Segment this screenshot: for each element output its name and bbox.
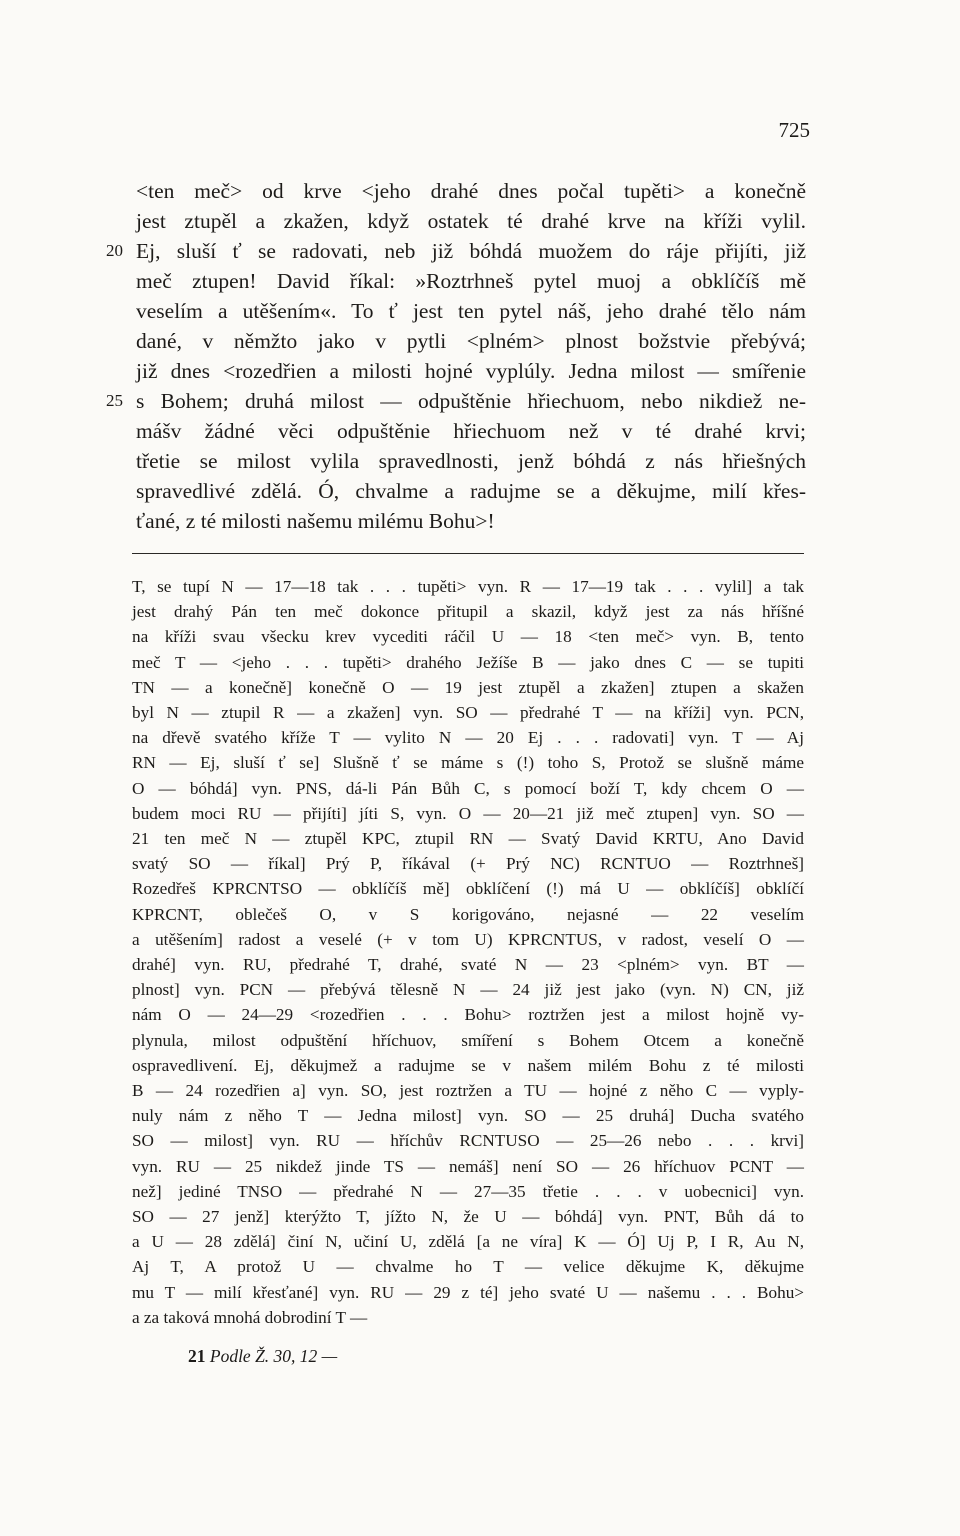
main-text-line: [136, 176, 806, 206]
apparatus-line: T, se tupí N — 17—18 tak . . . tupěti> vyn. R — 17—19 tak . . . vylil] a tak: [132, 577, 804, 596]
apparatus-line: budem moci RU — přijíti] jíti S, vyn. O — 20—21 již meč ztupen] vyn. SO —: [132, 803, 804, 823]
apparatus-line: jest drahý Pán ten meč dokonce přitupil a skazil, když jest za nás hříšné: [132, 602, 804, 622]
apparatus-line: plnost] vyn. PCN — přebývá tělesně N — 24 již jest jako (vyn. N) CN, již: [132, 980, 804, 1000]
line-number: 25: [106, 391, 123, 410]
main-text-line: [136, 416, 806, 446]
apparatus-line: drahé] vyn. RU, předrahé T, drahé, svaté N — 23 <plném> vyn. BT —: [132, 955, 804, 975]
main-text-line-text: <ten meč> od krve <jeho drahé dnes počal tupěti> a konečně: [136, 179, 806, 203]
main-text-line: [136, 266, 806, 296]
main-text-line-text: s Bohem; druhá milost — odpuštěnie hřiechuom, nebo nikdiež ne-: [136, 389, 806, 413]
main-text-line-text: jest ztupěl a zkažen, když ostatek té drahé krve na kříži vylil.: [136, 209, 806, 233]
apparatus-line: KPRCNT, oblečeš O, v S korigováno, nejasné — 22 veselím: [132, 904, 804, 924]
apparatus-line: byl N — ztupil R — a zkažen] vyn. SO — předrahé T — na kříži] vyn. PCN,: [132, 703, 804, 723]
main-text-line: [136, 326, 806, 356]
footnote: [188, 1346, 337, 1367]
footnote-number: 21: [188, 1346, 206, 1366]
apparatus-line: Aj T, A protož U — chvalme ho T — velice děkujme K, děkujme: [132, 1257, 804, 1277]
main-text-line-text: Ej, sluší ť se radovati, neb již bóhdá muožem do ráje přijíti, již: [136, 239, 806, 263]
apparatus-line: mu T — milí křesťané] vyn. RU — 29 z té] jeho svaté U — našemu . . . Bohu>: [132, 1282, 804, 1302]
apparatus-line: ospravedlivení. Ej, děkujmež a radujme se v našem milém Bohu z té milosti: [132, 1055, 804, 1075]
main-text-line-text: spravedlivé zdělá. Ó, chvalme a radujme se a děkujme, milí křes-: [136, 479, 806, 503]
apparatus-line: plynula, milost odpuštění hříchuov, smíření s Bohem Otcem a konečně: [132, 1030, 804, 1050]
main-text-line: [136, 206, 806, 236]
main-text-line-text: ťané, z té milosti našemu milému Bohu>!: [136, 509, 495, 533]
main-text-line-text: veselím a utěšením«. To ť jest ten pytel náš, jeho drahé tělo nám: [136, 299, 806, 323]
apparatus-line: 21 ten meč N — ztupěl KPC, ztupil RN — Svatý David KRTU, Ano David: [132, 829, 804, 849]
page-number: 725: [778, 118, 810, 142]
apparatus-line: O — bóhdá] vyn. PNS, dá-li Pán Bůh C, s pomocí boží T, kdy chcem O —: [132, 778, 804, 798]
main-text-line: [136, 296, 806, 326]
apparatus-line: a U — 28 zdělá] činí N, učiní U, zdělá [a ne víra] K — Ó] Uj P, I R, Au N,: [132, 1232, 804, 1252]
apparatus-line: SO — milost] vyn. RU — hříchův RCNTUSO — 25—26 nebo . . . krvi]: [132, 1131, 804, 1151]
main-text-line: [136, 446, 806, 476]
apparatus-line: TN — a konečně] konečně O — 19 jest ztupěl a zkažen] ztupen a skažen: [132, 677, 804, 697]
main-text-line: [106, 386, 806, 416]
main-text-line: [136, 506, 806, 536]
apparatus-line: nuly nám z něho T — Jedna milost] vyn. SO — 25 druhá] Ducha svatého: [132, 1106, 804, 1126]
main-text-line-text: dané, v němžto jako v pytli <plném> plnost božstvie přebývá;: [136, 329, 806, 353]
apparatus-line: nám O — 24—29 <rozedřien . . . Bohu> roztržen jest a milost hojně vy-: [132, 1005, 804, 1025]
apparatus-line: SO — 27 jenž] kterýžto T, jížto N, že U — bóhdá] vyn. PNT, Bůh dá to: [132, 1207, 804, 1227]
main-text: [106, 176, 806, 536]
apparatus-line: než] jediné TNSO — předrahé N — 27—35 třetie . . . v uobecnici] vyn.: [132, 1181, 804, 1201]
main-text-line-text: již dnes <rozedřien a milosti hojné vyplúly. Jedna milost — smířenie: [136, 359, 806, 383]
main-text-line: [136, 356, 806, 386]
line-number: 20: [106, 241, 123, 260]
main-text-line-text: mášv žádné věci odpuštěnie hřiechuom než v té drahé krvi;: [136, 419, 806, 443]
apparatus-line: na dřevě svatého kříže T — vylito N — 20 Ej . . . radovati] vyn. T — Aj: [132, 728, 804, 748]
main-text-line: [136, 476, 806, 506]
apparatus-line: RN — Ej, sluší ť se] Slušně ť se máme s (!) toho S, Protož se slušně máme: [132, 753, 804, 773]
main-text-line-text: meč ztupen! David říkal: »Roztrhneš pytel muoj a obklíčíš mě: [136, 269, 806, 293]
main-text-line: [106, 236, 806, 266]
main-text-line-text: třetie se milost vylila spravedlnosti, jenž bóhdá z nás hřiešných: [136, 449, 806, 473]
footnote-text: Podle Ž. 30, 12 —: [209, 1346, 338, 1366]
critical-apparatus: [132, 574, 804, 1330]
apparatus-line: meč T — <jeho . . . tupěti> drahého Ježíše B — jako dnes C — se tupiti: [132, 652, 804, 672]
apparatus-line: a za taková mnohá dobrodiní T —: [132, 1307, 368, 1327]
apparatus-line: B — 24 rozedřien a] vyn. SO, jest roztržen a TU — hojné z něho C — vyply-: [132, 1081, 804, 1101]
apparatus-divider: [132, 553, 804, 554]
apparatus-line: a utěšením] radost a veselé (+ v tom U) KPRCNTUS, v radost, veselí O —: [132, 929, 804, 949]
apparatus-line: Rozedřeš KPRCNTSO — obklíčíš mě] obklíčení (!) má U — obklíčíš] obklíčí: [132, 879, 804, 899]
apparatus-line: vyn. RU — 25 nikdež jinde TS — nemáš] není SO — 26 hříchuov PCNT —: [132, 1156, 804, 1176]
apparatus-line: svatý SO — říkal] Prý P, říkával (+ Prý NC) RCNTUO — Roztrhneš]: [132, 854, 804, 874]
apparatus-line: na kříži svau všecku krev vycediti ráčil U — 18 <ten meč> vyn. B, tento: [132, 627, 804, 647]
